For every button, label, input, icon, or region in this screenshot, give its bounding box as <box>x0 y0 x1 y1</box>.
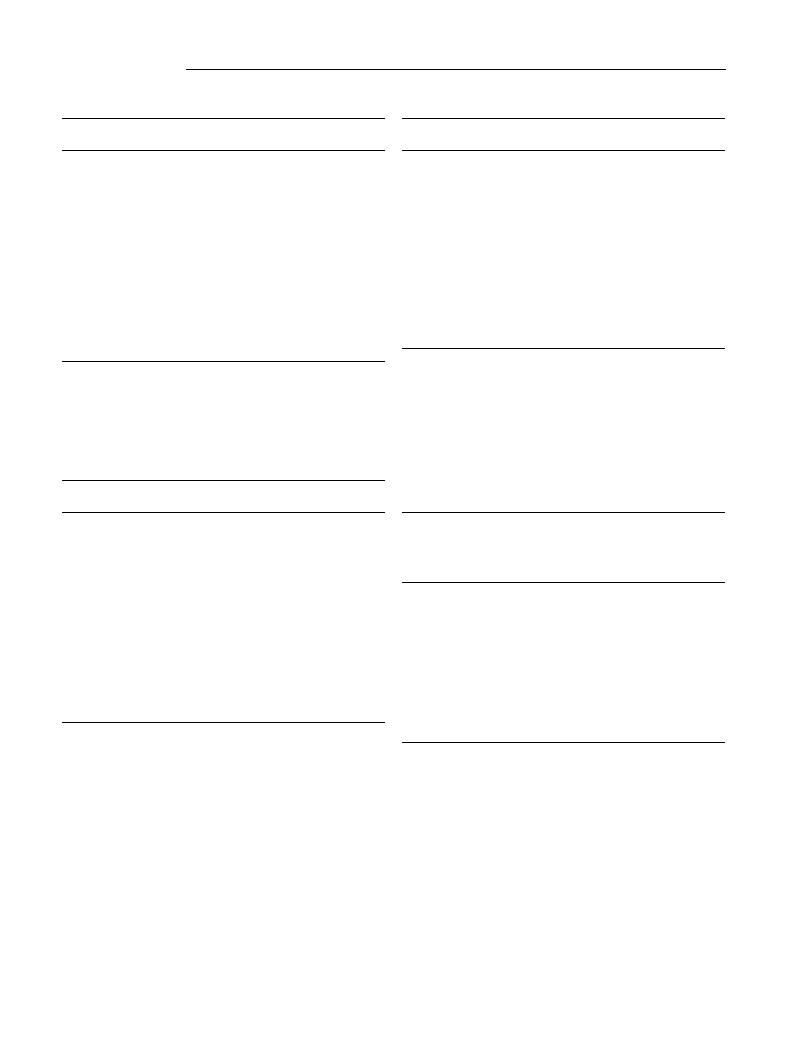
table-header-rule <box>62 150 385 151</box>
table-header-rule <box>62 512 385 513</box>
table-header-rule <box>402 150 725 151</box>
header-rule <box>186 69 726 70</box>
table-bottom-rule <box>62 361 385 362</box>
table-top-rule <box>402 512 725 513</box>
table-bottom-rule <box>62 722 385 723</box>
table-top-rule <box>62 480 385 481</box>
table-bottom-rule <box>402 742 725 743</box>
table-top-rule <box>62 118 385 119</box>
table-header-rule <box>402 582 725 583</box>
table-bottom-rule <box>402 348 725 349</box>
table-top-rule <box>402 118 725 119</box>
